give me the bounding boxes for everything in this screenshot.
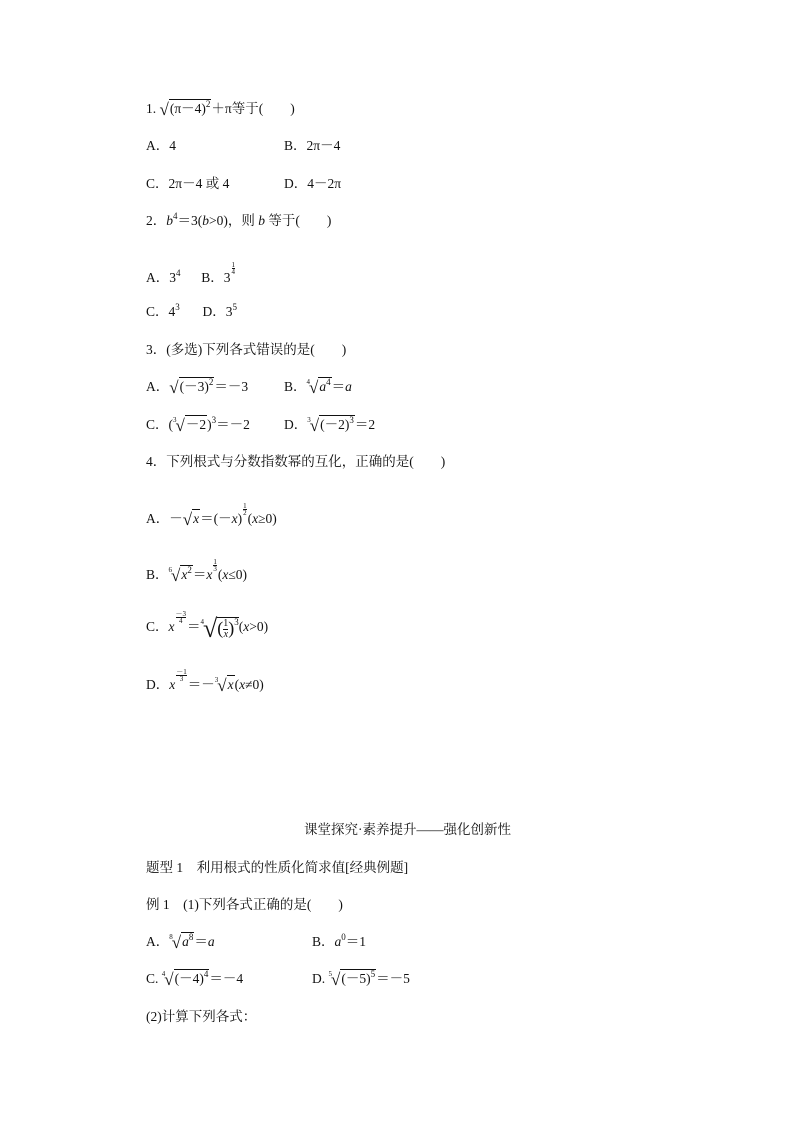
example-1-option-d: D. $^5√(-5)^5=-5$ (312, 969, 410, 989)
q4-stem: 4．下列根式与分数指数幂的互化，正确的是( ) (146, 454, 446, 469)
q3-stem: 3．(多选)下列各式错误的是( ) (146, 342, 347, 357)
q1-stem: 1. $√(\pi-4)^2+\pi$等于( ) (146, 99, 295, 119)
example-1-option-b: B．$a^0=1$ (312, 932, 367, 949)
q1-option-c: C．2π－4 或 4 (146, 176, 230, 191)
part-2-heading: (2)计算下列各式： (146, 1009, 257, 1024)
q4-option-b: B．$^6√x^2=x$ $\frac{1}{3}$ (x≤0) (146, 558, 248, 585)
q4-option-c: C．x $\frac{-3}{4}$ ＝$^4$√( $\frac{1}{x}$ )$^3$(x>0) (146, 610, 269, 643)
q1-option-a: A．4 (146, 138, 176, 153)
section-title: 课堂探究·素养提升——强化创新性 (304, 822, 511, 837)
q1-radical: $√(\pi-4)^2$ (159, 99, 211, 119)
q2-option-b: B．3 $\frac{1}{4}$ (201, 261, 236, 285)
q3-option-c: C．$(^3√-2)^3=-2$ (146, 415, 250, 435)
example-1-stem: 例 1 (1)下列各式正确的是( ) (146, 897, 343, 912)
q1-option-d: D．4－2π (284, 176, 342, 191)
q4-option-a: A．－√x＝(－x) $\frac{1}{2}$ (x≥0) (146, 502, 277, 529)
q2-options-ab (146, 262, 236, 286)
q2-option-d: D．$3^5$ (202, 302, 238, 319)
q2-option-a: A．$3^4$ (146, 268, 181, 285)
q1-number: 1. (146, 101, 157, 116)
example-1-option-c: C. $^4√(-4)^4=-4$ (146, 969, 244, 989)
q1-option-b: B．2π－4 (284, 138, 341, 153)
topic-heading: 题型 1 利用根式的性质化简求值[经典例题] (146, 860, 409, 875)
q2-options-cd (146, 304, 237, 320)
q2-option-c: C．$4^3$ (146, 302, 180, 319)
q2-stem: 2．$b^4=3(b>0)$，则 b 等于( ) (146, 211, 332, 228)
q4-option-d: D．x $\frac{-1}{3}$ ＝－$^3$√x(x≠0) (146, 668, 264, 695)
q3-option-a: A．$√(-3)^2=-3$ (146, 377, 249, 397)
q3-option-d: D．$^3√(-2)^3=2$ (284, 415, 376, 435)
example-1-option-a: A．$^8√a^8=a$ (146, 932, 215, 952)
q3-option-b: B．$^4√a^4=a$ (284, 377, 352, 397)
